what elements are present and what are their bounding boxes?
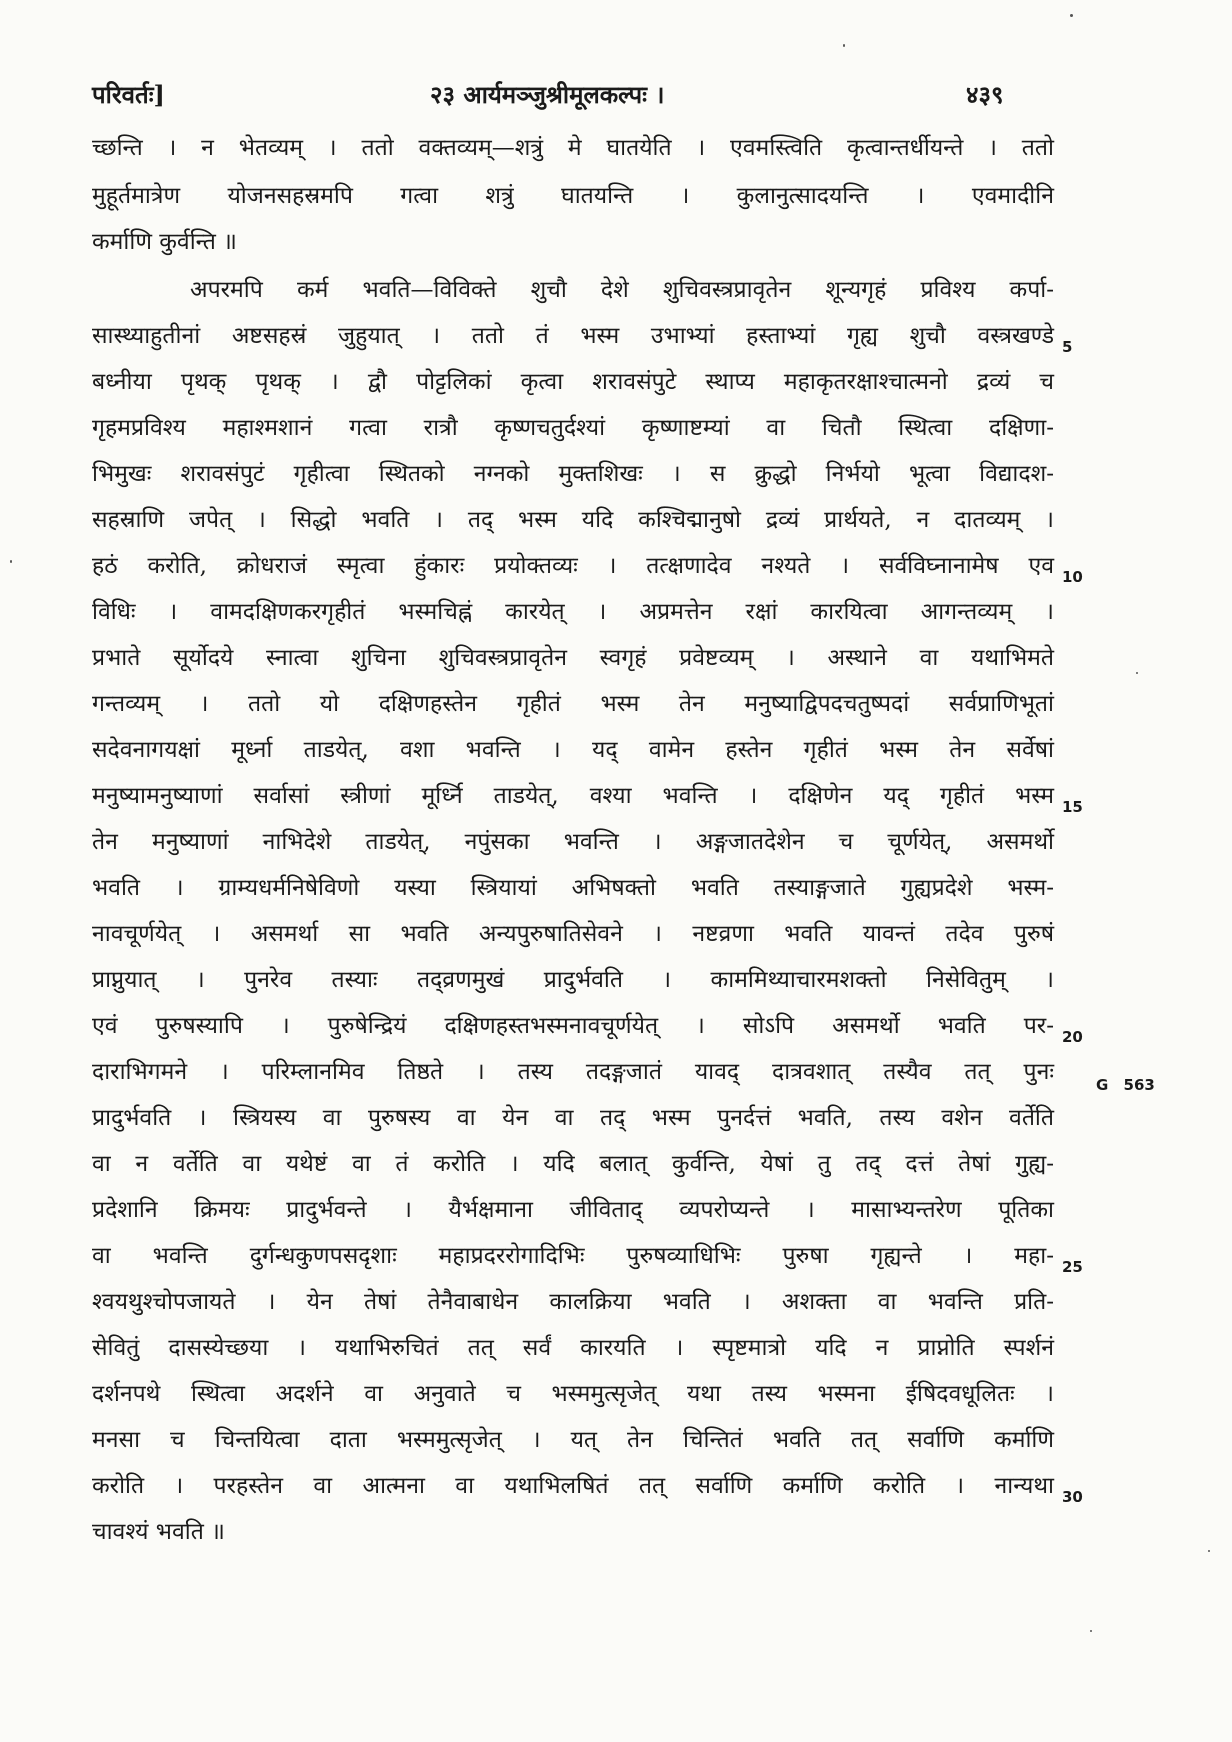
text-line: अपरमपि कर्म भवति—विविक्ते शुचौ देशे शुचिवस्त्रप्रावृतेन शून्यगृहं प्रविश्य कर्पा- [190, 277, 1054, 303]
text-line: करोति । परहस्तेन वा आत्मना वा यथाभिलषितं तत् सर्वाणि कर्माणि करोति । नान्यथा [92, 1473, 1054, 1499]
margin-reference: G 563 [1096, 1076, 1155, 1094]
text-line: प्रदेशानि क्रिमयः प्रादुर्भवन्ते । यैर्भक्षमाना जीविताद् व्यपरोप्यन्ते । मासाभ्यन्तरेण पूतिका [92, 1197, 1054, 1223]
scan-speck [1070, 14, 1073, 17]
text-line: हठं करोति, क्रोधराजं स्मृत्वा हुंकारः प्रयोक्तव्यः । तत्क्षणादेव नश्यते । सर्वविघ्नानामेष एव [92, 553, 1054, 579]
text-line: बध्नीया पृथक् पृथक् । द्वौ पोट्टलिकां कृत्वा शरावसंपुटे स्थाप्य महाकृतरक्षाश्चात्मनो द्रव्यं च [92, 369, 1054, 395]
scan-speck [843, 44, 845, 47]
scan-speck [1090, 1630, 1092, 1632]
text-line: प्रादुर्भवति । स्त्रियस्य वा पुरुषस्य वा येन वा तद् भस्म पुनर्दत्तं भवति, तस्य वशेन वर्तेति [92, 1105, 1054, 1131]
scan-speck [1136, 672, 1138, 674]
text-line: मुहूर्तमात्रेण योजनसहस्रमपि गत्वा शत्रुं घातयन्ति । कुलानुत्सादयन्ति । एवमादीनि [92, 183, 1054, 209]
text-line: भिमुखः शरावसंपुटं गृहीत्वा स्थितको नग्नको मुक्तशिखः । स क्रुद्धो निर्भयो भूत्वा विद्यादश- [92, 461, 1054, 487]
text-line: कर्माणि कुर्वन्ति ॥ [92, 229, 237, 255]
text-line: श्वयथुश्चोपजायते । येन तेषां तेनैवाबाधेन कालक्रिया भवति । अशक्ता वा भवन्ति प्रति- [92, 1289, 1054, 1315]
line-number: 30 [1062, 1488, 1083, 1506]
text-line: वा भवन्ति दुर्गन्धकुणपसदृशाः महाप्रदररोगादिभिः पुरुषव्याधिभिः पुरुषा गृह्यन्ते । महा- [92, 1243, 1054, 1269]
line-number: 5 [1062, 338, 1073, 356]
text-line: दाराभिगमने । परिम्लानमिव तिष्ठते । तस्य तदङ्गजातं यावद् दात्रवशात् तस्यैव तत् पुनः [92, 1059, 1054, 1085]
text-line: प्राप्नुयात् । पुनरेव तस्याः तद्व्रणमुखं प्रादुर्भवति । काममिथ्याचारमशक्तो निसेवितुम् । [92, 967, 1054, 993]
text-line: सेवितुं दासस्येच्छया । यथाभिरुचितं तत् सर्वं कारयति । स्पृष्टमात्रो यदि न प्राप्नोति स्पर्शनं [92, 1335, 1054, 1361]
text-line: सहस्राणि जपेत् । सिद्धो भवति । तद् भस्म यदि कश्चिद्मानुषो द्रव्यं प्रार्थयते, न दातव्यम् । [92, 507, 1054, 533]
text-line: तेन मनुष्याणां नाभिदेशे ताडयेत्, नपुंसका भवन्ति । अङ्गजातदेशेन च चूर्णयेत्, असमर्थो [92, 829, 1054, 855]
text-line: मनसा च चिन्तयित्वा दाता भस्ममुत्सृजेत् । यत् तेन चिन्तितं भवति तत् सर्वाणि कर्माणि [92, 1427, 1054, 1453]
line-number: 15 [1062, 798, 1083, 816]
page-number: ४३९ [966, 80, 1004, 109]
text-line: नावचूर्णयेत् । असमर्था सा भवति अन्यपुरुषातिसेवने । नष्टव्रणा भवति यावन्तं तदेव पुरुषं [92, 921, 1054, 947]
line-number: 10 [1062, 568, 1083, 586]
text-line: गृहमप्रविश्य महाश्मशानं गत्वा रात्रौ कृष्णचतुर्दश्यां कृष्णाष्टम्यां वा चितौ स्थित्वा दक्षिणा- [92, 415, 1054, 441]
text-line: भवति । ग्राम्यधर्मनिषेविणो यस्या स्त्रियायां अभिषक्तो भवति तस्याङ्गजाते गुह्यप्रदेशे भस्म- [92, 875, 1054, 901]
chapter-label: परिवर्तः] [92, 80, 165, 109]
text-line: गन्तव्यम् । ततो यो दक्षिणहस्तेन गृहीतं भस्म तेन मनुष्याद्विपदचतुष्पदां सर्वप्राणिभूतां [92, 691, 1054, 717]
text-line: सास्थ्याहुतीनां अष्टसहस्रं जुहुयात् । ततो तं भस्म उभाभ्यां हस्ताभ्यां गृह्य शुचौ वस्त्रखण्डे [92, 323, 1054, 349]
text-line: प्रभाते सूर्योदये स्नात्वा शुचिना शुचिवस्त्रप्रावृतेन स्वगृहं प्रवेष्टव्यम् । अस्थाने वा यथाभिमते [92, 645, 1054, 671]
text-line: विधिः । वामदक्षिणकरगृहीतं भस्मचिह्नं कारयेत् । अप्रमत्तेन रक्षां कारयित्वा आगन्तव्यम् । [92, 599, 1054, 625]
text-line: चावश्यं भवति ॥ [92, 1519, 225, 1545]
text-line: दर्शनपथे स्थित्वा अदर्शने वा अनुवाते च भस्ममुत्सृजेत् यथा तस्य भस्मना ईषिदवधूलितः । [92, 1381, 1054, 1407]
text-line: सदेवनागयक्षां मूर्ध्ना ताडयेत्, वशा भवन्ति । यद् वामेन हस्तेन गृहीतं भस्म तेन सर्वेषां [92, 737, 1054, 763]
scan-speck [1208, 1550, 1210, 1552]
text-line: एवं पुरुषस्यापि । पुरुषेन्द्रियं दक्षिणहस्तभस्मनावचूर्णयेत् । सोऽपि असमर्थो भवति पर- [92, 1013, 1054, 1039]
scan-speck [10, 560, 12, 563]
text-line: च्छन्ति । न भेतव्यम् । ततो वक्तव्यम्—शत्रुं मे घातयेति । एवमस्त्विति कृत्वान्तर्धीयन्ते । ततो [92, 135, 1054, 161]
line-number: 25 [1062, 1258, 1083, 1276]
line-number: 20 [1062, 1028, 1083, 1046]
text-line: मनुष्यामनुष्याणां सर्वासां स्त्रीणां मूर्ध्नि ताडयेत्, वश्या भवन्ति । दक्षिणेन यद् गृहीतं भस्म [92, 783, 1054, 809]
page-title: २३ आर्यमञ्जुश्रीमूलकल्पः । [430, 80, 665, 109]
text-line: वा न वर्तेति वा यथेष्टं वा तं करोति । यदि बलात् कुर्वन्ति, येषां तु तद् दत्तं तेषां गुह्य- [92, 1151, 1054, 1177]
